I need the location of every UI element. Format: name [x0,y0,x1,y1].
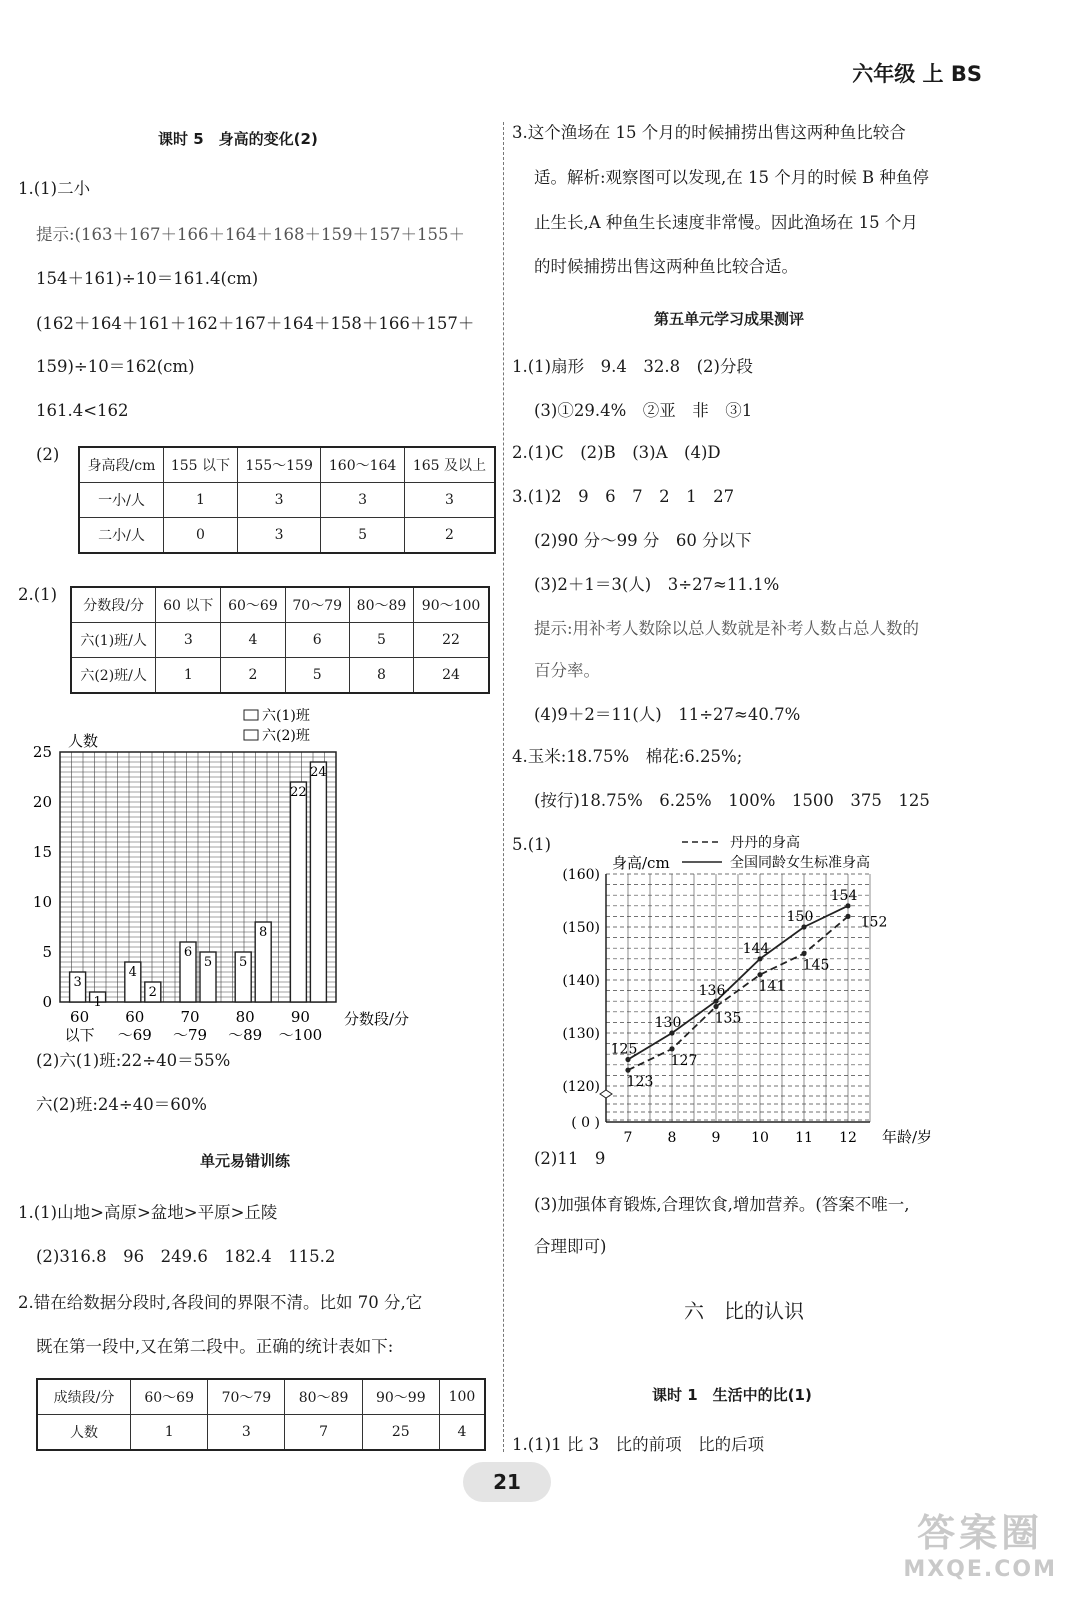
height-table-cell: 3 [237,518,320,554]
score-table-cell: 3 [156,623,221,658]
score-table-cell: 4 [221,623,285,658]
bar-value-label: 22 [290,785,307,800]
y-axis-label: 身高/cm [612,854,670,872]
y-tick-label: 0 [42,993,52,1011]
score-table-cell: 22 [414,623,489,658]
watermark-logo: 答案圈 MXQE.COM [903,1511,1057,1582]
bar-value-label: 4 [128,965,137,980]
u5-l1: 1.(1)扇形 9.4 32.8 (2)分段 [512,357,753,376]
height-table-cell: 一小/人 [79,483,163,518]
height-line-chart [552,826,972,1146]
height-table-cell: 3 [237,483,320,518]
data-label: 123 [626,1074,654,1091]
q1-1: 1.(1)二小 [18,179,91,198]
err-q1-1: 1.(1)山地>高原>盆地>平原>丘陵 [18,1203,278,1222]
q3a: 3.这个渔场在 15 个月的时候捕捞出售这两种鱼比较合 [512,123,906,142]
score-bar-chart [18,706,428,1044]
score-table-cell: 24 [414,658,489,694]
column-divider [503,122,505,1452]
q2-2b: 六(2)班:24÷40＝60% [36,1095,207,1114]
x-tick-label: ～89 [228,1026,263,1044]
q1-2-label: (2) [36,445,60,464]
x-tick-label: 8 [667,1130,677,1146]
bar-value-label: 2 [148,985,157,1000]
x-tick-label: 以下 [64,1026,95,1044]
axis-break-mark [600,1090,612,1098]
score-table-cell: 6 [285,623,349,658]
score-table-cell: 5 [285,658,349,694]
x-tick-label: 70 [180,1008,200,1026]
legend-label-1: 六(1)班 [262,708,310,724]
x-tick-label: 7 [623,1130,633,1146]
height-table [78,446,496,554]
data-label: 125 [610,1041,638,1058]
score-table-cell: 70～79 [285,587,349,623]
ch6-lesson1: 课时 1 生活中的比(1) [652,1386,812,1404]
bar [310,762,326,1002]
score-table-header-row [71,587,489,623]
x-tick-label: 90 [290,1008,310,1026]
y-tick-label: (150) [562,920,600,936]
x-tick-label: 10 [751,1130,769,1146]
err-q2a: 2.错在给数据分段时,各段间的界限不清。比如 70 分,它 [18,1293,423,1312]
data-point [757,956,762,961]
u5-l15: 合理即可) [534,1237,607,1256]
grade-table-cell: 4 [439,1415,485,1451]
u5-l4: 3.(1)2 9 6 7 2 1 27 [512,487,735,506]
bar-value-label: 24 [310,765,327,780]
grade-table-header-row [37,1379,485,1415]
score-table-cell: 90～100 [414,587,489,623]
data-label: 141 [758,978,786,995]
data-label: 154 [830,887,858,904]
data-label: 150 [786,909,814,925]
u5-l10: 4.玉米:18.75% 棉花:6.25%; [512,747,743,766]
calc2a: (162＋164＋161＋162＋167＋164＋158＋166＋157＋ [36,314,475,333]
height-table-cell: 2 [404,518,495,554]
bar-value-label: 5 [239,955,248,970]
height-table-cell: 3 [321,483,404,518]
score-table-row [71,623,489,658]
chapter6-title: 六 比的认识 [684,1299,804,1323]
hint1b: 154＋161)÷10＝161.4(cm) [36,269,259,288]
data-point [801,951,806,956]
u5-l7: 提示:用补考人数除以总人数就是补考人数占总人数的 [534,619,920,638]
page-number: 21 [463,1462,551,1502]
q3b: 适。解析:观察图可以发现,在 15 个月的时候 B 种鱼停 [534,168,929,187]
grade-table-cell: 80～89 [285,1379,362,1415]
compare: 161.4<162 [36,401,129,420]
grade-table-cell: 3 [208,1415,285,1451]
height-table-header-row [79,447,495,483]
grade-table-cell: 70～79 [208,1379,285,1415]
score-table [70,586,490,694]
err-q1-2: (2)316.8 96 249.6 182.4 115.2 [36,1247,336,1266]
height-table-cell: 165 及以上 [404,447,495,483]
grade-table-cell: 7 [285,1415,362,1451]
bar-value-label: 1 [93,995,102,1010]
grade-table-cell: 1 [131,1415,208,1451]
bar-value-label: 5 [203,955,213,970]
data-point [713,1004,718,1009]
data-point [713,999,718,1004]
x-tick-label: 12 [839,1130,857,1146]
height-table-cell: 二小/人 [79,518,163,554]
y-tick-label: 25 [32,743,52,761]
data-label: 136 [698,983,726,1000]
u5-l6: (3)2＋1＝3(人) 3÷27≈11.1% [534,575,780,594]
y-tick-label: (160) [562,867,600,883]
score-table-cell: 六(2)班/人 [71,658,156,694]
unit5-title: 第五单元学习成果测评 [654,310,805,328]
score-table-cell: 1 [156,658,221,694]
data-label: 135 [714,1010,742,1027]
grade-table-cell: 90～99 [362,1379,439,1415]
data-point [801,924,806,929]
y-tick-label: (130) [562,1026,600,1042]
height-table-cell: 0 [163,518,237,554]
u5-l2: (3)①29.4% ②亚 非 ③1 [534,401,753,420]
data-label: 130 [654,1015,682,1031]
u5-l3: 2.(1)C (2)B (3)A (4)D [512,443,721,462]
height-table-cell: 3 [404,483,495,518]
y-tick-label: 15 [32,843,52,861]
data-label: 152 [860,914,888,931]
score-table-cell: 5 [349,623,413,658]
ch6-l1: 1.(1)1 比 3 比的前项 比的后项 [512,1435,765,1454]
y-tick-label: 10 [32,893,52,911]
u5-l12: 5.(1) [512,835,552,854]
score-table-cell: 8 [349,658,413,694]
score-table-cell: 60～69 [221,587,285,623]
y-tick-label: 20 [32,793,52,811]
y-tick-label: (140) [562,973,600,989]
u5-l11: (按行)18.75% 6.25% 100% 1500 375 125 [534,791,930,810]
height-table-cell: 155 以下 [163,447,237,483]
grade-label: 六年级 上 BS [852,62,982,86]
u5-l9: (4)9＋2＝11(人) 11÷27≈40.7% [534,705,801,724]
u5-l13: (2)11 9 [534,1149,606,1168]
height-table-cell: 5 [321,518,404,554]
height-table-cell: 身高段/cm [79,447,163,483]
q2-2a: (2)六(1)班:22÷40＝55% [36,1051,231,1070]
data-point [845,903,850,908]
u5-l14: (3)加强体育锻炼,合理饮食,增加营养。(答案不唯一, [534,1195,910,1214]
height-table-cell: 1 [163,483,237,518]
hint1a: 提示:(163＋167＋166＋164＋168＋159＋157＋155＋ [36,225,465,244]
legend-label-2: 全国同龄女生标准身高 [730,855,870,871]
height-table-cell: 155～159 [237,447,320,483]
bar-value-label: 8 [259,925,268,940]
legend-label-1: 丹丹的身高 [730,835,800,851]
grade-table-cell: 成绩段/分 [37,1379,131,1415]
data-point [669,1030,674,1035]
x-tick-label: 11 [795,1130,813,1146]
y-tick-label: (120) [562,1079,600,1095]
x-tick-label: 60 [70,1008,90,1026]
data-label: 144 [742,940,770,957]
height-table-row [79,483,495,518]
errors-title: 单元易错训练 [200,1152,291,1170]
data-point [669,1046,674,1051]
bar-value-label: 3 [73,975,82,990]
data-point [845,914,850,919]
grade-table-cell: 100 [439,1379,485,1415]
bar [290,782,306,1002]
x-axis-label: 分数段/分 [344,1010,410,1028]
height-table-row [79,518,495,554]
data-label: 145 [802,957,830,974]
q2-1-label: 2.(1) [18,585,58,604]
y-axis-label: 人数 [68,732,99,750]
grade-table-row [37,1415,485,1451]
grade-table-cell: 60～69 [131,1379,208,1415]
score-table-row [71,658,489,694]
bar-value-label: 6 [183,945,193,960]
data-point [625,1068,630,1073]
y-tick-label: 5 [42,943,52,961]
grade-table-cell: 25 [362,1415,439,1451]
u5-l5: (2)90 分～99 分 60 分以下 [534,531,752,550]
y-tick-label: ( 0 ) [571,1115,600,1131]
q3d: 的时候捕捞出售这两种鱼比较合适。 [534,257,798,276]
grade-table [36,1378,486,1451]
err-q2b: 既在第一段中,又在第二段中。正确的统计表如下: [36,1337,394,1356]
legend-swatch-1 [244,710,258,720]
legend-label-2: 六(2)班 [262,728,310,744]
score-table-cell: 六(1)班/人 [71,623,156,658]
q3c: 止生长,A 种鱼生长速度非常慢。因此渔场在 15 个月 [534,213,918,232]
legend-swatch-2 [244,730,258,740]
data-point [757,972,762,977]
height-table-cell: 160～164 [321,447,404,483]
calc2b: 159)÷10＝162(cm) [36,357,195,376]
score-table-cell: 2 [221,658,285,694]
score-table-cell: 80～89 [349,587,413,623]
x-tick-label: 80 [235,1008,255,1026]
x-tick-label: ～79 [172,1026,208,1044]
x-tick-label: ～100 [278,1026,323,1044]
score-table-cell: 60 以下 [156,587,221,623]
data-point [625,1057,630,1062]
lesson5-title: 课时 5 身高的变化(2) [158,130,318,148]
x-axis-label: 年龄/岁 [882,1128,933,1146]
x-tick-label: 60 [125,1008,145,1026]
score-table-cell: 分数段/分 [71,587,156,623]
grade-table-cell: 人数 [37,1415,131,1451]
u5-l8: 百分率。 [534,661,600,680]
x-tick-label: ～69 [117,1026,152,1044]
x-tick-label: 9 [711,1130,721,1146]
data-label: 127 [670,1052,698,1069]
